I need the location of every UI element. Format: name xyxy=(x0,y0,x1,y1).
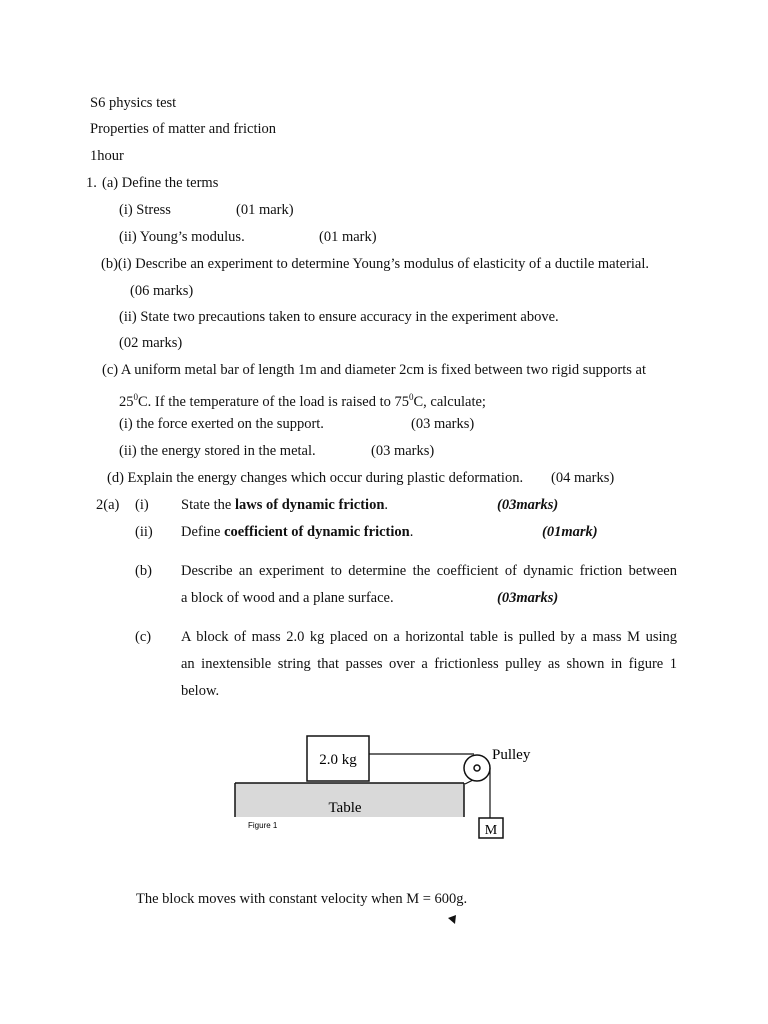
pulley-label: Pulley xyxy=(492,747,531,763)
q2-b-line1: Describe an experiment to determine the coefficient of dynamic friction between xyxy=(181,563,677,579)
q2-c-line3: below. xyxy=(181,683,220,699)
q2-c-label: (c) xyxy=(135,629,152,645)
q1-number: 1. xyxy=(86,175,97,191)
q2-a-ii-post: . xyxy=(409,524,414,540)
q2-c-line2: an inextensible string that passes over a frictionless pulley as shown in figure 1 xyxy=(181,656,677,672)
q1-c-temp1: 25 xyxy=(119,393,134,410)
q1-c-line2-end: C, calculate; xyxy=(413,393,486,410)
q2-a-i-bold: laws of dynamic friction xyxy=(234,497,385,513)
q1-a-i: (i) Stress xyxy=(119,202,171,218)
q1-b-ii-marks: (02 marks) xyxy=(119,335,183,351)
q1-c-line1: (c) A uniform metal bar of length 1m and diameter 2cm is fixed between two rigid supports at xyxy=(102,362,647,378)
q2-a-ii-label: (ii) xyxy=(135,524,153,540)
figure-caption: Figure 1 xyxy=(248,821,278,830)
pulley-figure xyxy=(228,728,548,843)
q1-d-marks: (04 marks) xyxy=(551,470,615,486)
q1-a-ii: (ii) Young’s modulus. xyxy=(119,229,245,245)
q1-c-i-marks: (03 marks) xyxy=(411,416,475,432)
q1-a-i-marks: (01 mark) xyxy=(236,202,294,218)
mouse-cursor-icon xyxy=(447,914,459,926)
mass-label: M xyxy=(484,823,498,838)
q2-a-i-pre: State the xyxy=(181,497,235,513)
q1-c-line2 xyxy=(119,388,486,411)
q1-b-ii: (ii) State two precautions taken to ensure accuracy in the experiment above. xyxy=(119,309,559,325)
table-label: Table xyxy=(328,800,362,816)
q2-a-i xyxy=(181,496,388,514)
pulley-wheel xyxy=(464,755,490,781)
test-title: S6 physics test xyxy=(90,95,177,111)
q1-a-stem: (a) Define the terms xyxy=(102,175,219,191)
q2-a-i-marks: (03marks) xyxy=(497,497,559,513)
q2-a-i-label: (i) xyxy=(135,497,149,513)
q2-a-ii-marks: (01mark) xyxy=(542,524,598,540)
q1-a-ii-marks: (01 mark) xyxy=(319,229,377,245)
q2-a-ii-pre: Define xyxy=(181,524,225,540)
q2-conclusion: The block moves with constant velocity when M = 600g. xyxy=(136,891,468,907)
q1-c-ii-marks: (03 marks) xyxy=(371,443,435,459)
q2-a-i-post: . xyxy=(384,497,389,513)
q1-c-line2-mid: C. If the temperature of the load is raised to 75 xyxy=(138,393,409,410)
q2-c-line1: A block of mass 2.0 kg placed on a horizontal table is pulled by a mass M using xyxy=(181,629,677,645)
q1-c-ii: (ii) the energy stored in the metal. xyxy=(119,443,316,459)
q2-a-ii xyxy=(181,523,413,541)
test-topic: Properties of matter and friction xyxy=(90,121,277,137)
q1-c-i: (i) the force exerted on the support. xyxy=(119,416,324,432)
q2-b-line2: a block of wood and a plane surface. xyxy=(181,590,394,606)
q1-b-i-marks: (06 marks) xyxy=(130,283,194,299)
block-label: 2.0 kg xyxy=(319,752,357,768)
q2-b-label: (b) xyxy=(135,563,152,579)
q2-b-marks: (03marks) xyxy=(497,590,559,606)
degree-sup: 0 xyxy=(133,392,138,402)
q1-b-i: (b)(i) Describe an experiment to determine Young’s modulus of elasticity of a ductile material. xyxy=(101,256,650,272)
degree-sup: 0 xyxy=(408,392,414,402)
q1-d: (d) Explain the energy changes which occur during plastic deformation. xyxy=(107,470,524,486)
q2-number: 2(a) xyxy=(96,497,120,513)
test-duration: 1hour xyxy=(90,148,124,164)
q2-a-ii-bold: coefficient of dynamic friction xyxy=(224,524,410,540)
